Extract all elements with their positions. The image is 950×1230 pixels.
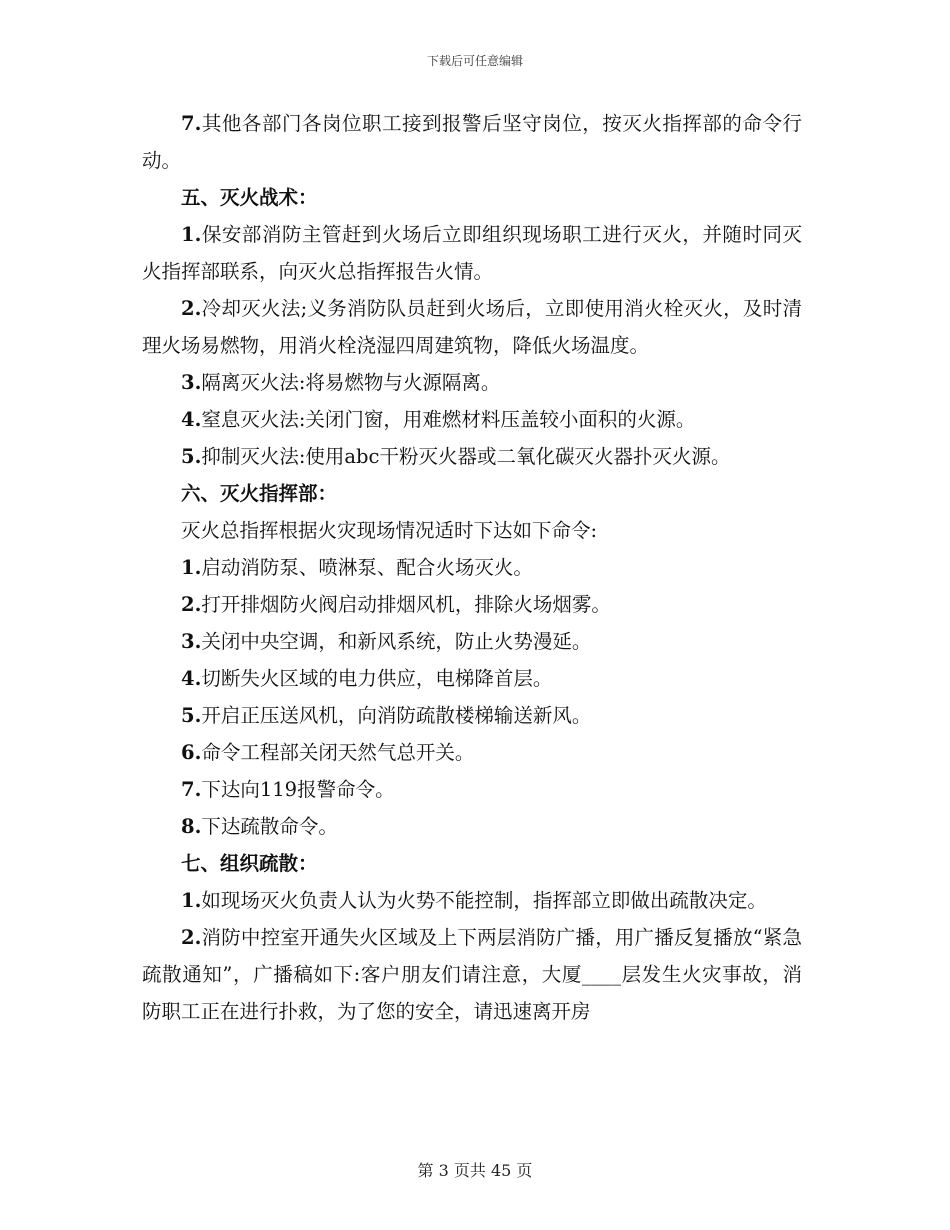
item-text: 关闭中央空调，和新风系统，防止火势漫延。 <box>201 630 592 653</box>
item-number: 4. <box>181 667 202 690</box>
section-6-item-4 <box>142 660 802 697</box>
section-6-item-3 <box>142 623 802 660</box>
item-number: 1. <box>181 556 202 579</box>
item-number: 7. <box>181 112 202 135</box>
paragraph-text: 其他各部门各岗位职工接到报警后坚守岗位，按灭火指挥部的命令行动。 <box>142 112 802 172</box>
section-5-item-1 <box>142 216 802 290</box>
item-text: 消防中控室开通失火区域及上下两层消防广播，用广播反复播放“紧急疏散通知”，广播稿如下:客户朋友们请注意，大厦____层发生火灾事故，消防职工正在进行扑救，为了您的安全，请迅速离开房 <box>142 926 802 1023</box>
section-heading-6: 六、灭火指挥部： <box>181 482 338 505</box>
section-7-item-2 <box>142 919 802 1030</box>
item-number: 5. <box>181 445 202 468</box>
section-6-item-5 <box>142 697 802 734</box>
item-text: 切断失火区域的电力供应，电梯降首层。 <box>201 667 553 690</box>
item-number: 8. <box>181 815 202 838</box>
section-6-item-6 <box>142 734 802 771</box>
item-number: 1. <box>181 223 202 246</box>
item-number: 3. <box>181 630 202 653</box>
item-text: 抑制灭火法:使用abc干粉灭火器或二氧化碳灭火器扑灭火源。 <box>201 445 731 468</box>
section-6-intro: 灭火总指挥根据火灾现场情况适时下达如下命令: <box>181 519 598 542</box>
item-number: 4. <box>181 408 202 431</box>
item-text: 如现场灭火负责人认为火势不能控制，指挥部立即做出疏散决定。 <box>201 889 767 912</box>
document-body <box>142 105 802 1030</box>
section-5-item-3 <box>142 364 802 401</box>
item-number: 5. <box>181 704 202 727</box>
page-header: 下载后可任意编辑 <box>426 54 523 68</box>
section-heading-7: 七、组织疏散： <box>181 852 318 875</box>
section-6-item-8 <box>142 808 802 845</box>
item-text: 冷却灭火法;义务消防队员赶到火场后，立即使用消火栓灭火，及时清理火场易燃物，用消火栓浇湿四周建筑物，降低火场温度。 <box>142 297 802 357</box>
section-6-item-2 <box>142 586 802 623</box>
item-text: 窒息灭火法:关闭门窗，用难燃材料压盖较小面积的火源。 <box>201 408 696 431</box>
item-text: 打开排烟防火阀启动排烟风机，排除火场烟雾。 <box>201 593 611 616</box>
item-text: 隔离灭火法:将易燃物与火源隔离。 <box>201 371 501 394</box>
item-text: 下达向119报警命令。 <box>201 778 395 801</box>
item-text: 开启正压送风机，向消防疏散楼梯输送新风。 <box>201 704 592 727</box>
item-number: 6. <box>181 741 202 764</box>
item-text: 下达疏散命令。 <box>201 815 338 838</box>
item-number: 7. <box>181 778 202 801</box>
item-number: 2. <box>181 297 202 320</box>
section-5-item-5 <box>142 438 802 475</box>
item-text: 保安部消防主管赶到火场后立即组织现场职工进行灭火，并随时同灭火指挥部联系，向灭火总指挥报告火情。 <box>142 223 802 283</box>
item-number: 1. <box>181 889 202 912</box>
item-number: 2. <box>181 926 202 949</box>
section-6-item-7 <box>142 771 802 808</box>
section-5-item-2 <box>142 290 802 364</box>
item-number: 2. <box>181 593 202 616</box>
item-number: 3. <box>181 371 202 394</box>
paragraph-7 <box>142 105 802 179</box>
item-text: 启动消防泵、喷淋泵、配合火场灭火。 <box>201 556 533 579</box>
section-6-item-1 <box>142 549 802 586</box>
section-5-item-4 <box>142 401 802 438</box>
section-7-item-1 <box>142 882 802 919</box>
section-heading-5: 五、灭火战术： <box>181 186 318 209</box>
item-text: 命令工程部关闭天然气总开关。 <box>201 741 475 764</box>
page-footer: 第 3 页共 45 页 <box>417 1161 533 1180</box>
